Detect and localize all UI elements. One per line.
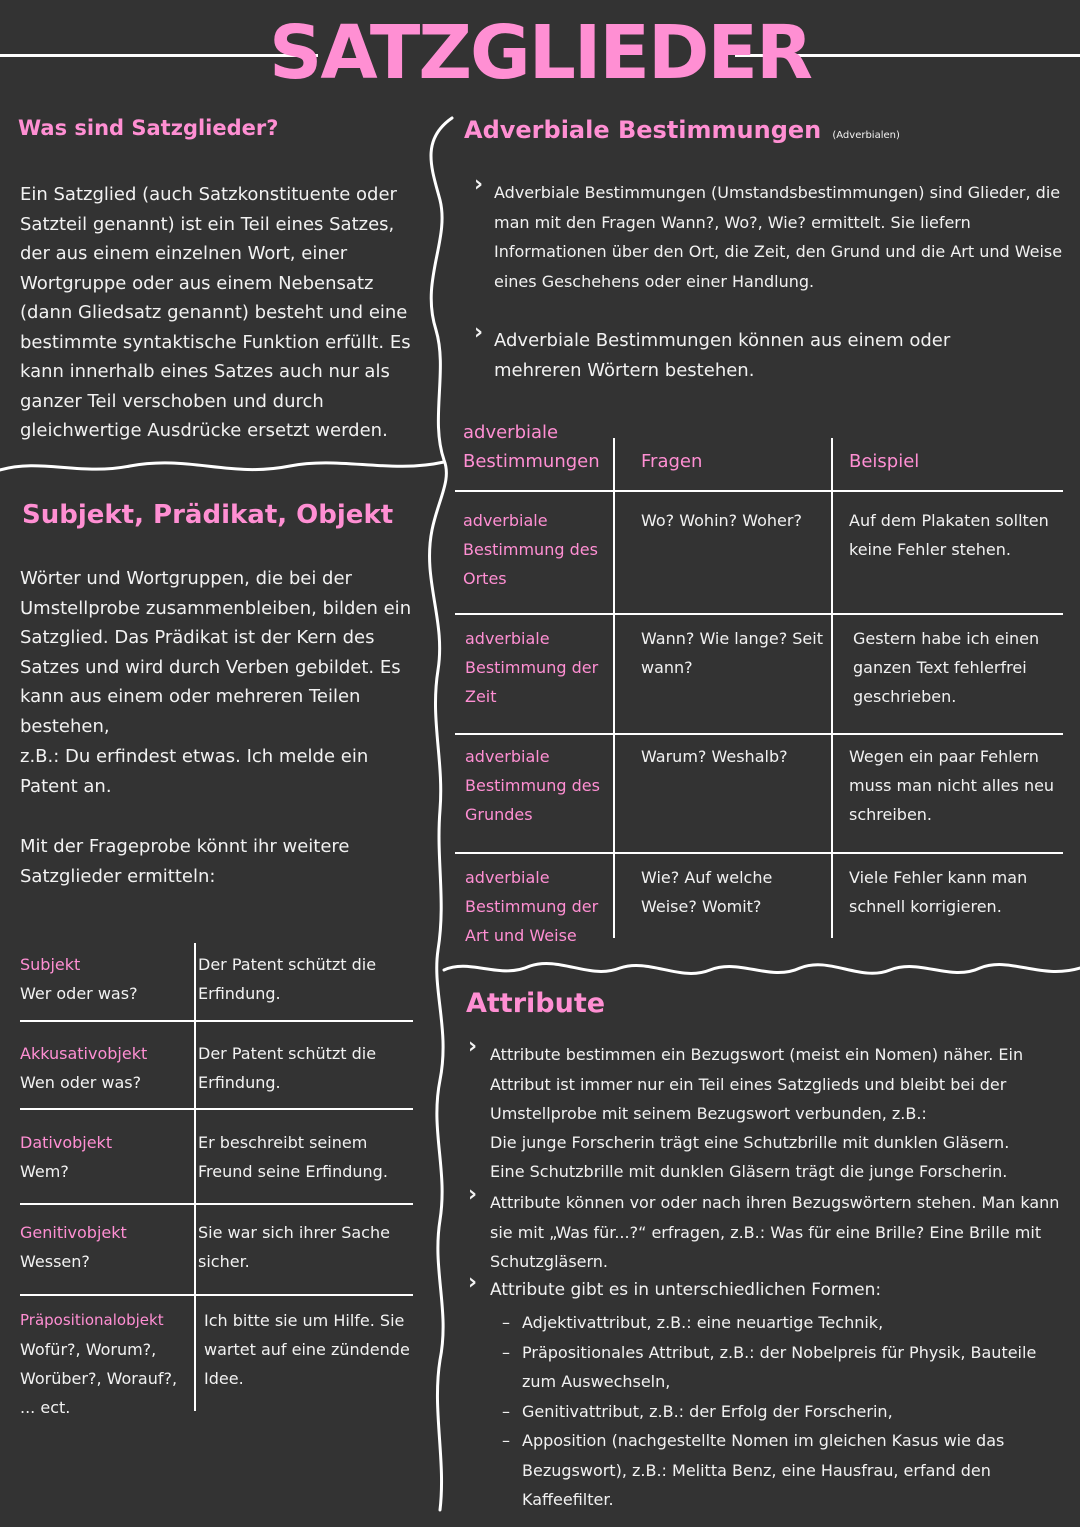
- satzglied-question: Wessen?: [20, 1252, 90, 1271]
- left-table-rule: [20, 1020, 413, 1022]
- satzglied-question: Wer oder was?: [20, 984, 138, 1003]
- attribute-example-1: Die junge Forscherin trägt eine Schutzbrille mit dunklen Gläsern.: [490, 1133, 1010, 1152]
- left-table-divider: [194, 943, 196, 1411]
- table-header-fragen: Fragen: [641, 451, 703, 472]
- attribute-form-item: – Genitivattribut, z.B.: der Erfolg der Forscherin,: [496, 1397, 1066, 1427]
- satzglied-row: [20, 1128, 190, 1186]
- attribute-form-item: – Adjektivattribut, z.B.: eine neuartige Technik,: [496, 1308, 1066, 1338]
- attribute-form-item: – Apposition (nachgestellte Nomen im gleichen Kasus wie das Bezugswort), z.B.: Melitta Benz, eine Hausfrau, erfand den Kaffeefilter.: [496, 1426, 1066, 1515]
- satzglieder-definition: Ein Satzglied (auch Satzkonstituente oder Satzteil genannt) ist ein Teil eines Satzes, der aus einem einzelnen Wort, einer Wortgruppe oder aus einem Nebensatz (dann Gliedsatz genannt) besteht und eine bestimmte syntaktische Funktion erfüllt. Es kann innerhalb eines Satzes auch nur als ganzer Teil verschoben und durch gleichwertige Ausdrücke ersetzt werden.: [20, 184, 411, 441]
- right-table-rule: [455, 613, 1063, 615]
- satzglied-name: Genitivobjekt: [20, 1223, 127, 1242]
- left-table-rule: [20, 1203, 413, 1205]
- satzglied-question: Wofür?, Worum?, Worüber?, Worauf?, ... ect.: [20, 1340, 178, 1417]
- adverbiale-example: Auf dem Plakaten sollten keine Fehler stehen.: [849, 511, 1049, 559]
- satzglied-row: [20, 1306, 192, 1422]
- adverbiale-name: adverbiale Bestimmung der Art und Weise: [465, 868, 599, 945]
- adverbiale-name: adverbiale Bestimmung der Zeit: [465, 629, 599, 706]
- adverbiale-example: Gestern habe ich einen ganzen Text fehlerfrei geschrieben.: [853, 629, 1040, 706]
- table-header-beispiel: Beispiel: [849, 451, 920, 472]
- satzglied-name: Präpositionalobjekt: [20, 1311, 164, 1329]
- satzglied-question: Wen oder was?: [20, 1073, 142, 1092]
- satzglied-example: Der Patent schützt die Erfindung.: [198, 1044, 377, 1092]
- adverbiale-bullet-2: Adverbiale Bestimmungen können aus einem oder mehreren Wörtern bestehen.: [494, 330, 951, 381]
- satzglied-row: [20, 1218, 190, 1276]
- satzglied-example: Er beschreibt seinem Freund seine Erfindung.: [198, 1133, 388, 1181]
- adverbiale-example: Viele Fehler kann man schnell korrigieren.: [849, 868, 1028, 916]
- page-title: SATZGLIEDER: [269, 10, 811, 96]
- bullet-arrow-icon: ›: [474, 172, 484, 197]
- right-table-divider: [831, 438, 833, 938]
- section-heading-adverbiale: Adverbiale Bestimmungen: [464, 116, 822, 144]
- attribute-form-item: – Präpositionales Attribut, z.B.: der Nobelpreis für Physik, Bauteile zum Auswechseln,: [496, 1338, 1066, 1397]
- section-heading-attribute: Attribute: [466, 988, 606, 1019]
- left-table-rule: [20, 1294, 413, 1296]
- praedikat-example: z.B.: Du erfindest etwas. Ich melde ein Patent an.: [20, 746, 369, 797]
- bullet-arrow-icon: ›: [468, 1182, 478, 1207]
- attribute-example-2: Eine Schutzbrille mit dunklen Gläsern trägt die junge Forscherin.: [490, 1162, 1008, 1181]
- adverbiale-question: Wo? Wohin? Woher?: [641, 511, 802, 530]
- section-heading-subjekt: Subjekt, Prädikat, Objekt: [22, 500, 394, 530]
- adverbiale-name: adverbiale Bestimmung des Ortes: [463, 511, 598, 588]
- adverbiale-example: Wegen ein paar Fehlern muss man nicht alles neu schreiben.: [849, 747, 1055, 824]
- right-table-rule: [455, 490, 1063, 492]
- left-table-rule: [20, 1108, 413, 1110]
- right-table-rule: [455, 733, 1063, 735]
- satzglied-question: Wem?: [20, 1162, 69, 1181]
- satzglied-example: Sie war sich ihrer Sache sicher.: [198, 1223, 390, 1271]
- adverbiale-question: Wann? Wie lange? Seit wann?: [641, 629, 823, 677]
- attribute-bullet-3: Attribute gibt es in unterschiedlichen Formen:: [490, 1280, 882, 1300]
- table-header-adverbiale: adverbiale Bestimmungen: [463, 422, 600, 472]
- section-heading-adverbiale-wrap: [464, 116, 900, 144]
- section-heading-adverbiale-note: (Adverbialen): [832, 130, 900, 141]
- attribute-bullet-1: Attribute bestimmen ein Bezugswort (meist ein Nomen) näher. Ein Attribut ist immer nur ein Teil eines Satzglieds und bleibt bei der Umstellprobe mit seinem Bezugswort verbunden, z.B.:: [490, 1045, 1024, 1123]
- adverbiale-question: Wie? Auf welche Weise? Womit?: [641, 868, 773, 916]
- satzglied-row: [20, 1039, 190, 1097]
- satzglied-example: Ich bitte sie um Hilfe. Sie wartet auf eine zündende Idee.: [204, 1311, 410, 1388]
- adverbiale-bullet-1: Adverbiale Bestimmungen (Umstandsbestimmungen) sind Glieder, die man mit den Fragen Wann?, Wo?, Wie? ermittelt. Sie liefern Informationen über den Ort, die Zeit, den Grund und die Art und Weise eines Geschehens oder einer Handlung.: [494, 183, 1063, 291]
- frageprobe-text: Mit der Frageprobe könnt ihr weitere Satzglieder ermitteln:: [20, 836, 350, 887]
- satzglied-example: Der Patent schützt die Erfindung.: [198, 955, 377, 1003]
- satzglied-name: Dativobjekt: [20, 1133, 113, 1152]
- satzglied-name: Akkusativobjekt: [20, 1044, 148, 1063]
- umstellprobe-text: Wörter und Wortgruppen, die bei der Umstellprobe zusammenbleiben, bilden ein Satzglied. Das Prädikat ist der Kern des Satzes und wird durch Verben gebildet. Es kann aus einem oder mehreren Teilen bestehen,: [20, 568, 412, 737]
- adverbiale-name: adverbiale Bestimmung des Grundes: [465, 747, 600, 824]
- attribute-forms-list: [496, 1308, 1066, 1515]
- bullet-arrow-icon: ›: [468, 1270, 478, 1295]
- right-table-divider: [613, 438, 615, 938]
- right-table-rule: [455, 852, 1063, 854]
- adverbiale-question: Warum? Weshalb?: [641, 747, 788, 766]
- bullet-arrow-icon: ›: [468, 1034, 478, 1059]
- bullet-arrow-icon: ›: [474, 320, 484, 345]
- attribute-bullet-2: Attribute können vor oder nach ihren Bezugswörtern stehen. Man kann sie mit „Was für...?“ erfragen, z.B.: Was für eine Brille? Eine Brille mit Schutzgläsern.: [490, 1193, 1060, 1271]
- section-heading-satzglieder: Was sind Satzglieder?: [18, 116, 279, 140]
- satzglied-name: Subjekt: [20, 955, 81, 974]
- satzglied-row: [20, 950, 190, 1008]
